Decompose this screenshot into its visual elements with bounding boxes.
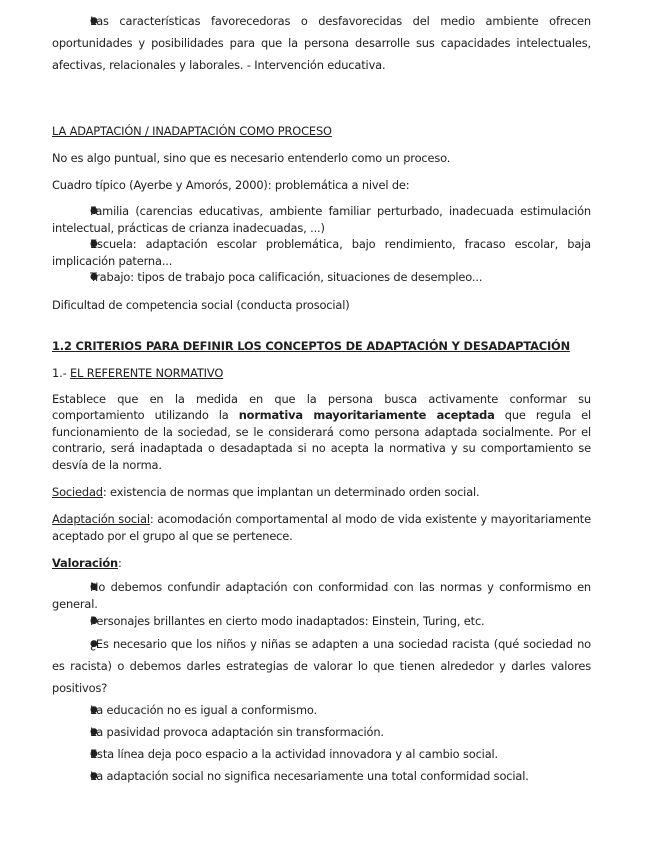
- subheading-prefix: 1.-: [52, 365, 70, 380]
- section-process-p3: Dificultad de competencia social (conducta prosocial): [52, 297, 350, 312]
- subheading-text: EL REFERENTE NORMATIVO: [70, 365, 224, 380]
- section-process-p1: No es algo puntual, sino que es necesario entenderlo como un proceso.: [52, 151, 451, 165]
- list-item: ● Esta línea deja poco espacio a la actividad innovadora y al cambio social.: [52, 743, 591, 765]
- adaptacion-definition: Adaptación social: acomodación comportamental al modo de vida existente y mayoritariamente aceptado por el grupo al que se pertenece.: [52, 512, 591, 543]
- list-item: ● Familia (carencias educativas, ambiente familiar perturbado, inadecuada estimulación intelectual, prácticas de crianza inadecuadas, ...): [52, 203, 591, 236]
- list-item: ● La pasividad provoca adaptación sin transformación.: [52, 721, 591, 743]
- sociedad-definition: Sociedad: existencia de normas que implantan un determinado orden social.: [52, 485, 480, 499]
- section-process-heading: LA ADAPTACIÓN / INADAPTACIÓN COMO PROCESO: [52, 124, 332, 138]
- list-item: ● No debemos confundir adaptación con conformidad con las normas y conformismo en general.: [52, 579, 591, 612]
- list-item: ● Escuela: adaptación escolar problemática, bajo rendimiento, fracaso escolar, baja implicación paterna...: [52, 236, 591, 269]
- sociedad-term: Sociedad: [52, 485, 103, 499]
- valoracion-heading: Valoración:: [52, 556, 122, 570]
- valoracion-bullets: [52, 579, 591, 787]
- document-page: [52, 10, 591, 787]
- intro-bullet-text: Las características favorecedoras o desfavorecidas del medio ambiente ofrecen oportunidades y posibilidades para que la persona desarrolle sus capacidades intelectuales, afectivas, relacionales y laborales. - Intervención educativa.: [52, 14, 591, 72]
- section-process-bullets: [52, 203, 591, 286]
- list-item: ● La adaptación social no significa necesariamente una total conformidad social.: [52, 765, 591, 787]
- list-item: ● Trabajo: tipos de trabajo poca calificación, situaciones de desempleo...: [52, 269, 591, 286]
- normative-paragraph: Establece que en la medida en que la persona busca activamente conformar su comportamiento utilizando la normativa mayoritariamente aceptada que regula el funcionamiento de la sociedad, se le considerará como persona adaptada socialmente. Por el contrario, será inadaptada o desadaptada si no acepta la normativa y su comportamiento se desvía de la norma.: [52, 391, 592, 472]
- list-item: ● ¿Es necesario que los niños y niñas se adapten a una sociedad racista (qué sociedad no es racista) o debemos darles estrategias de valorar lo que tienen alrededor y darles valores positivos?: [52, 633, 591, 699]
- list-item: ● Personajes brillantes en cierto modo inadaptados: Einstein, Turing, etc.: [52, 613, 591, 630]
- intro-bullet: [52, 10, 591, 76]
- adaptacion-term: Adaptación social: [52, 512, 150, 526]
- section-criteria-subheading: [52, 365, 591, 381]
- section-process-p2: Cuadro típico (Ayerbe y Amorós, 2000): problemática a nivel de:: [52, 178, 410, 192]
- bold-term: normativa mayoritariamente aceptada: [238, 408, 495, 422]
- section-criteria-heading: 1.2 CRITERIOS PARA DEFINIR LOS CONCEPTOS DE ADAPTACIÓN Y DESADAPTACIÓN: [52, 338, 570, 353]
- list-item: ● La educación no es igual a conformismo.: [52, 699, 591, 721]
